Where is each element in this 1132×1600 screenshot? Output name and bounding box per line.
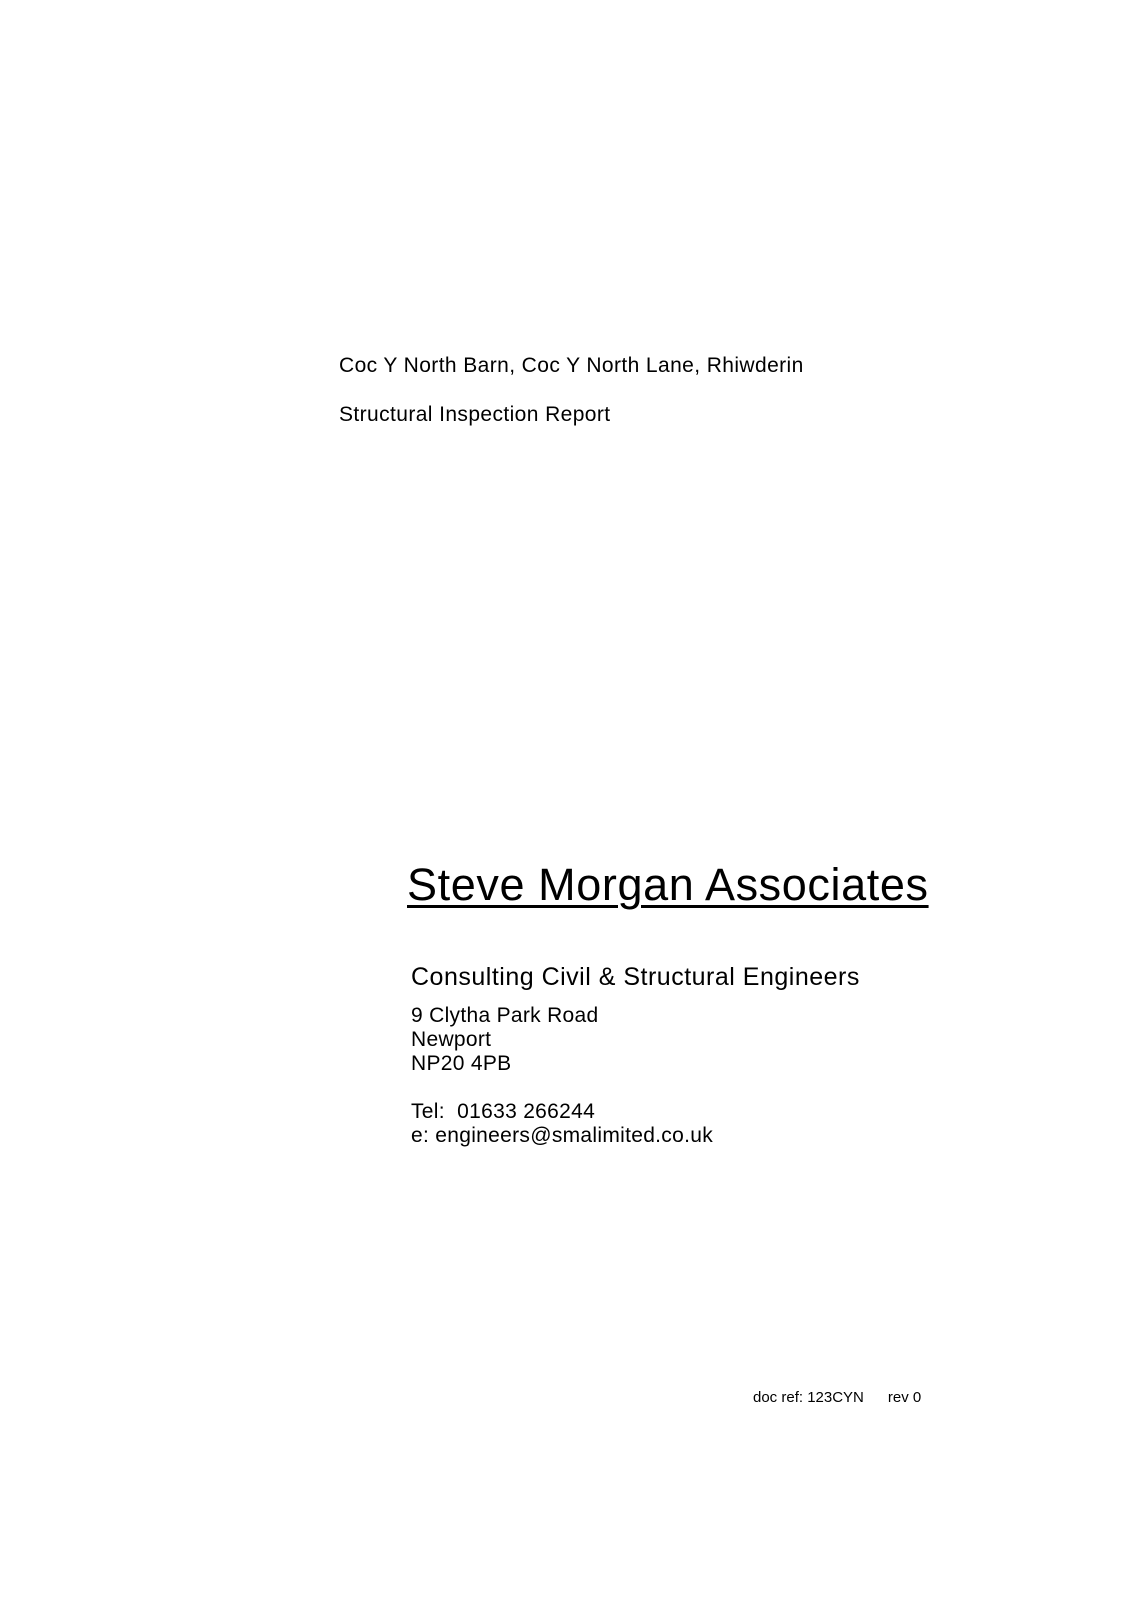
company-contact [411,1100,713,1148]
address-town: Newport [411,1028,492,1051]
doc-ref: doc ref: 123CYN [753,1389,864,1406]
company-name: Steve Morgan Associates [407,859,929,910]
address-postcode: NP20 4PB [411,1052,512,1075]
project-title: Coc Y North Barn, Coc Y North Lane, Rhiwderin [339,354,804,377]
revision-number: rev 0 [887,1389,922,1406]
report-title: Structural Inspection Report [339,403,611,426]
document-reference [753,1389,921,1407]
telephone-line [411,1100,713,1124]
company-address [411,1004,599,1076]
email-line [411,1124,713,1148]
address-street: 9 Clytha Park Road [411,1004,599,1027]
email-address: engineers@smalimited.co.uk [435,1124,713,1147]
company-tagline: Consulting Civil & Structural Engineers [411,963,860,991]
email-label: e: [411,1124,430,1147]
telephone-number: 01633 266244 [457,1100,596,1123]
telephone-label: Tel: [411,1100,445,1123]
